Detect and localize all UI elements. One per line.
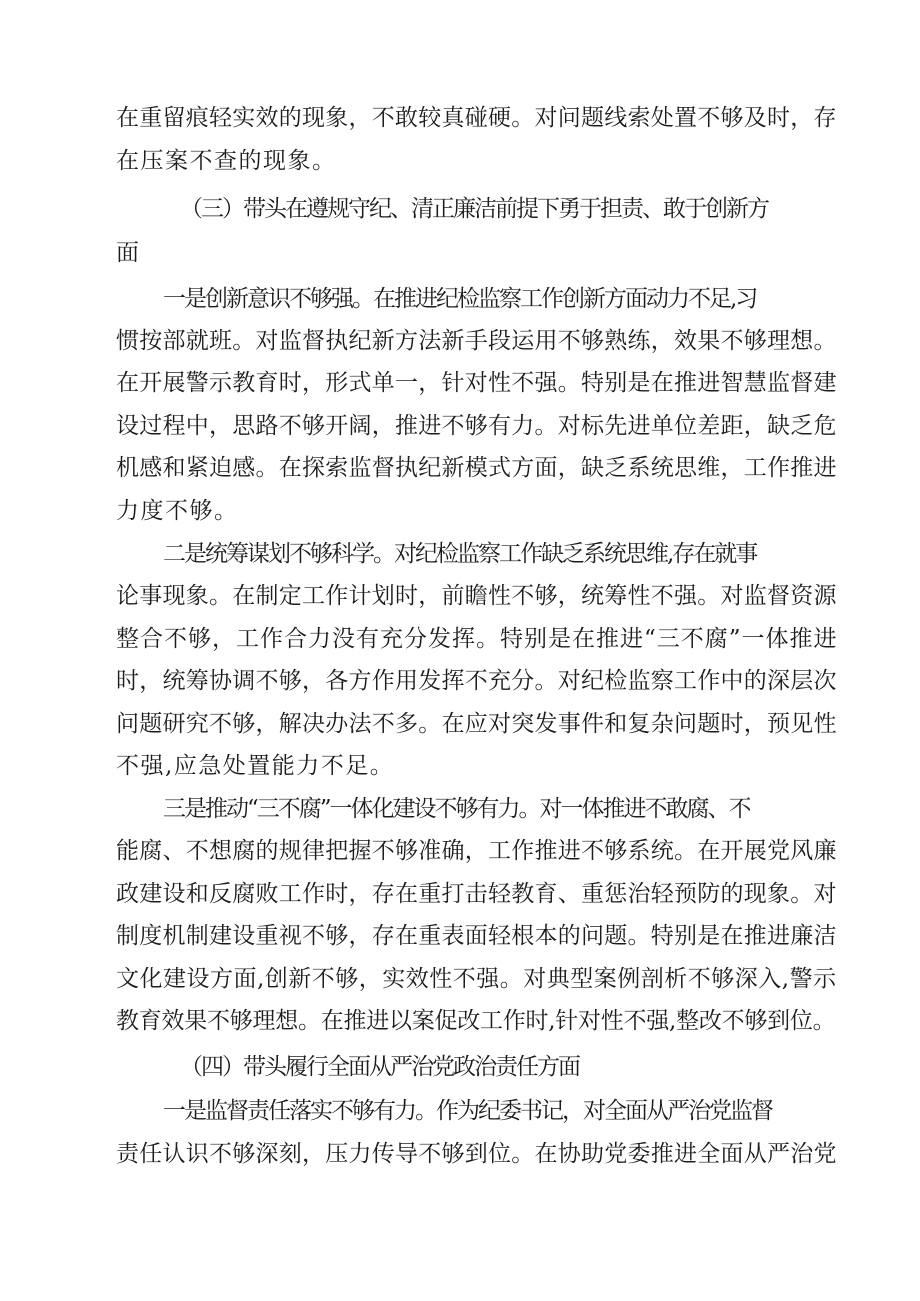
text-line: 力度不够。 bbox=[116, 498, 239, 524]
paragraph-start: 三是推动“三不腐”一体化建设不够有力。对一体推进不敢腐、不 bbox=[163, 796, 750, 822]
paragraph-start: 一是监督责任落实不够有力。作为纪委书记，对全面从严治党监督 bbox=[163, 1098, 772, 1124]
paragraph-start: 二是统筹谋划不够科学。对纪检监察工作缺乏系统思维,存在就事 bbox=[163, 541, 757, 567]
text-line: 论事现象。在制定工作计划时，前瞻性不够，统筹性不强。对监督资源 bbox=[116, 583, 837, 609]
text-line: 设过程中，思路不够开阔，推进不够有力。对标先进单位差距，缺乏危 bbox=[116, 413, 837, 439]
text-line: 能腐、不想腐的规律把握不够准确，工作推进不够系统。在开展党风廉 bbox=[116, 838, 837, 864]
text-line: 在开展警示教育时，形式单一，针对性不强。特别是在推进智慧监督建 bbox=[116, 370, 837, 396]
text-line: 问题研究不够，解决办法不多。在应对突发事件和复杂问题时，预见性 bbox=[116, 711, 837, 737]
text-line: 教育效果不够理想。在推进以案促改工作时,针对性不强,整改不够到位。 bbox=[116, 1008, 836, 1034]
text-line: 惯按部就班。对监督执纪新方法新手段运用不够熟练，效果不够理想。 bbox=[116, 328, 837, 354]
text-line: 在重留痕轻实效的现象，不敢较真碰硬。对问题线索处置不够及时，存 bbox=[116, 105, 837, 131]
section-heading: （三）带头在遵规守纪、清正廉洁前提下勇于担责、敢于创新方 bbox=[180, 196, 768, 222]
text-line: 整合不够，工作合力没有充分发挥。特别是在推进“三不腐”一体推进 bbox=[116, 626, 838, 652]
text-line: 时，统筹协调不够，各方作用发挥不充分。对纪检监察工作中的深层次 bbox=[116, 668, 837, 694]
text-line: 不强,应急处置能力不足。 bbox=[116, 753, 395, 779]
text-line: 在压案不查的现象。 bbox=[116, 148, 337, 174]
section-heading: （四）带头履行全面从严治党政治责任方面 bbox=[180, 1054, 579, 1080]
paragraph-start: 一是创新意识不够强。在推进纪检监察工作创新方面动力不足,习 bbox=[163, 286, 757, 312]
text-line: 政建设和反腐败工作时，存在重打击轻教育、重惩治轻预防的现象。对 bbox=[116, 881, 837, 907]
text-line: 制度机制建设重视不够，存在重表面轻根本的问题。特别是在推进廉洁 bbox=[116, 923, 837, 949]
text-line: 文化建设方面,创新不够，实效性不强。对典型案例剖析不够深入,警示 bbox=[116, 966, 837, 992]
text-line: 机感和紧迫感。在探索监督执纪新模式方面，缺乏系统思维，工作推进 bbox=[116, 455, 837, 481]
text-line: 责任认识不够深刻，压力传导不够到位。在协助党委推进全面从严治党 bbox=[116, 1141, 837, 1167]
section-heading: 面 bbox=[116, 240, 141, 266]
